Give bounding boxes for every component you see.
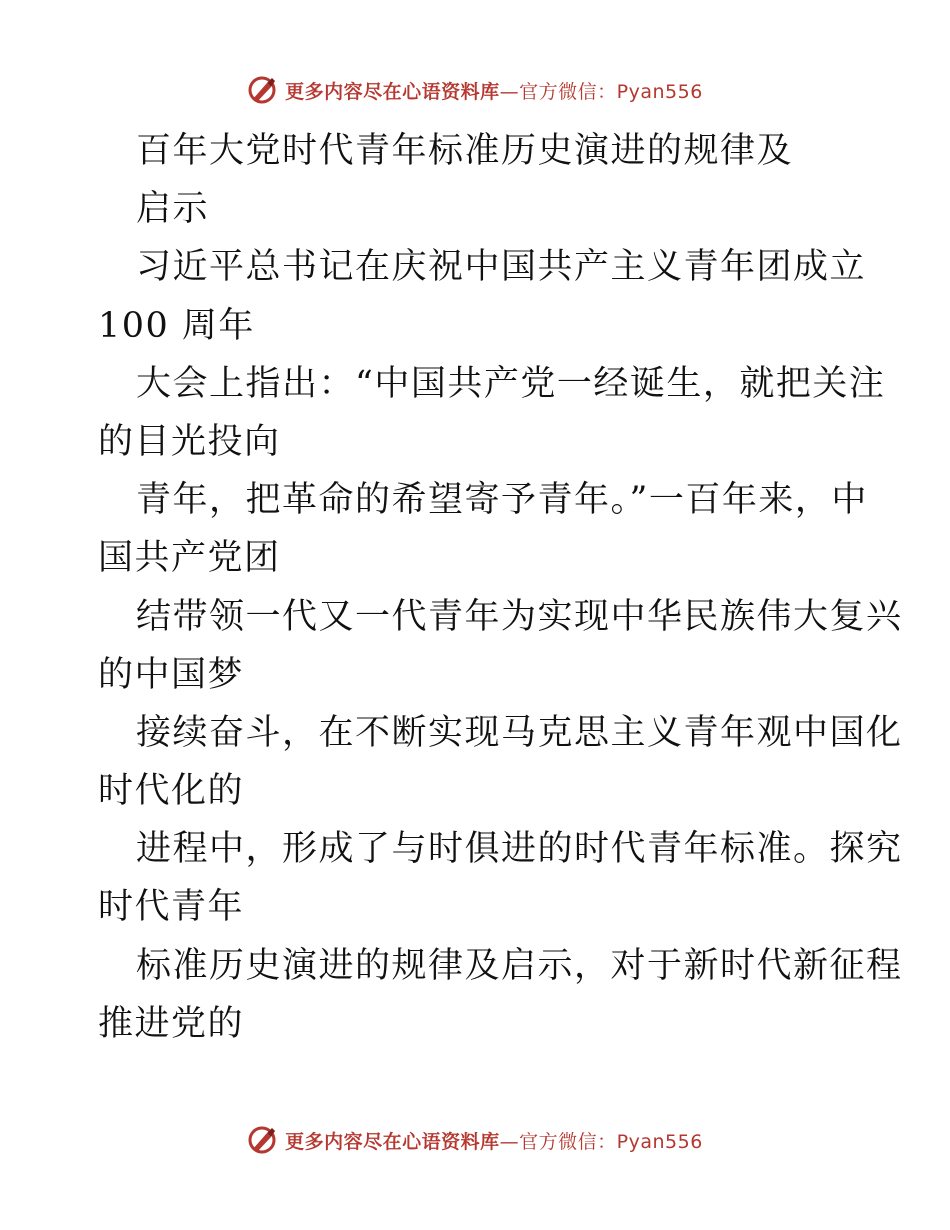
document-line: 青年，把革命的希望寄予青年。”一百年来，中: [136, 480, 868, 521]
document-body: [98, 122, 903, 1053]
pen-logo-icon: [247, 1125, 277, 1155]
document-line: 百年大党时代青年标准历史演进的规律及: [136, 131, 794, 171]
header-promo-text: [285, 77, 703, 104]
footer-promo-tail: —官方微信：Pyan556: [499, 1130, 703, 1153]
document-line: 结带领一代又一代青年为实现中华民族伟大复兴: [136, 596, 903, 637]
document-line: 启示: [136, 189, 210, 230]
document-line: 标准历史演进的规律及启示，对于新时代新征程: [136, 945, 903, 986]
document-line: 100 周年: [98, 305, 255, 346]
header-promo-tail: —官方微信：Pyan556: [499, 80, 703, 103]
footer-promo-banner: [0, 1120, 950, 1160]
document-line: 推进党的: [98, 1003, 245, 1044]
pen-logo-icon: [247, 75, 277, 105]
document-line: 时代化的: [98, 771, 245, 812]
footer-promo-main: 更多内容尽在心语资料库: [285, 1130, 500, 1153]
document-line: 大会上指出：“中国共产党一经诞生，就把关注: [136, 363, 886, 404]
document-line: 的中国梦: [98, 654, 245, 695]
document-line: 国共产党团: [98, 538, 281, 579]
header-promo-banner: [0, 70, 950, 110]
header-promo-main: 更多内容尽在心语资料库: [285, 80, 500, 103]
footer-promo-text: [285, 1127, 703, 1154]
document-line: 习近平总书记在庆祝中国共产主义青年团成立: [136, 247, 867, 288]
document-line: 的目光投向: [98, 421, 281, 462]
document-line: 接续奋斗，在不断实现马克思主义青年观中国化: [136, 712, 903, 753]
document-line: 进程中，形成了与时俱进的时代青年标准。探究: [136, 829, 903, 870]
document-line: 时代青年: [98, 887, 245, 928]
